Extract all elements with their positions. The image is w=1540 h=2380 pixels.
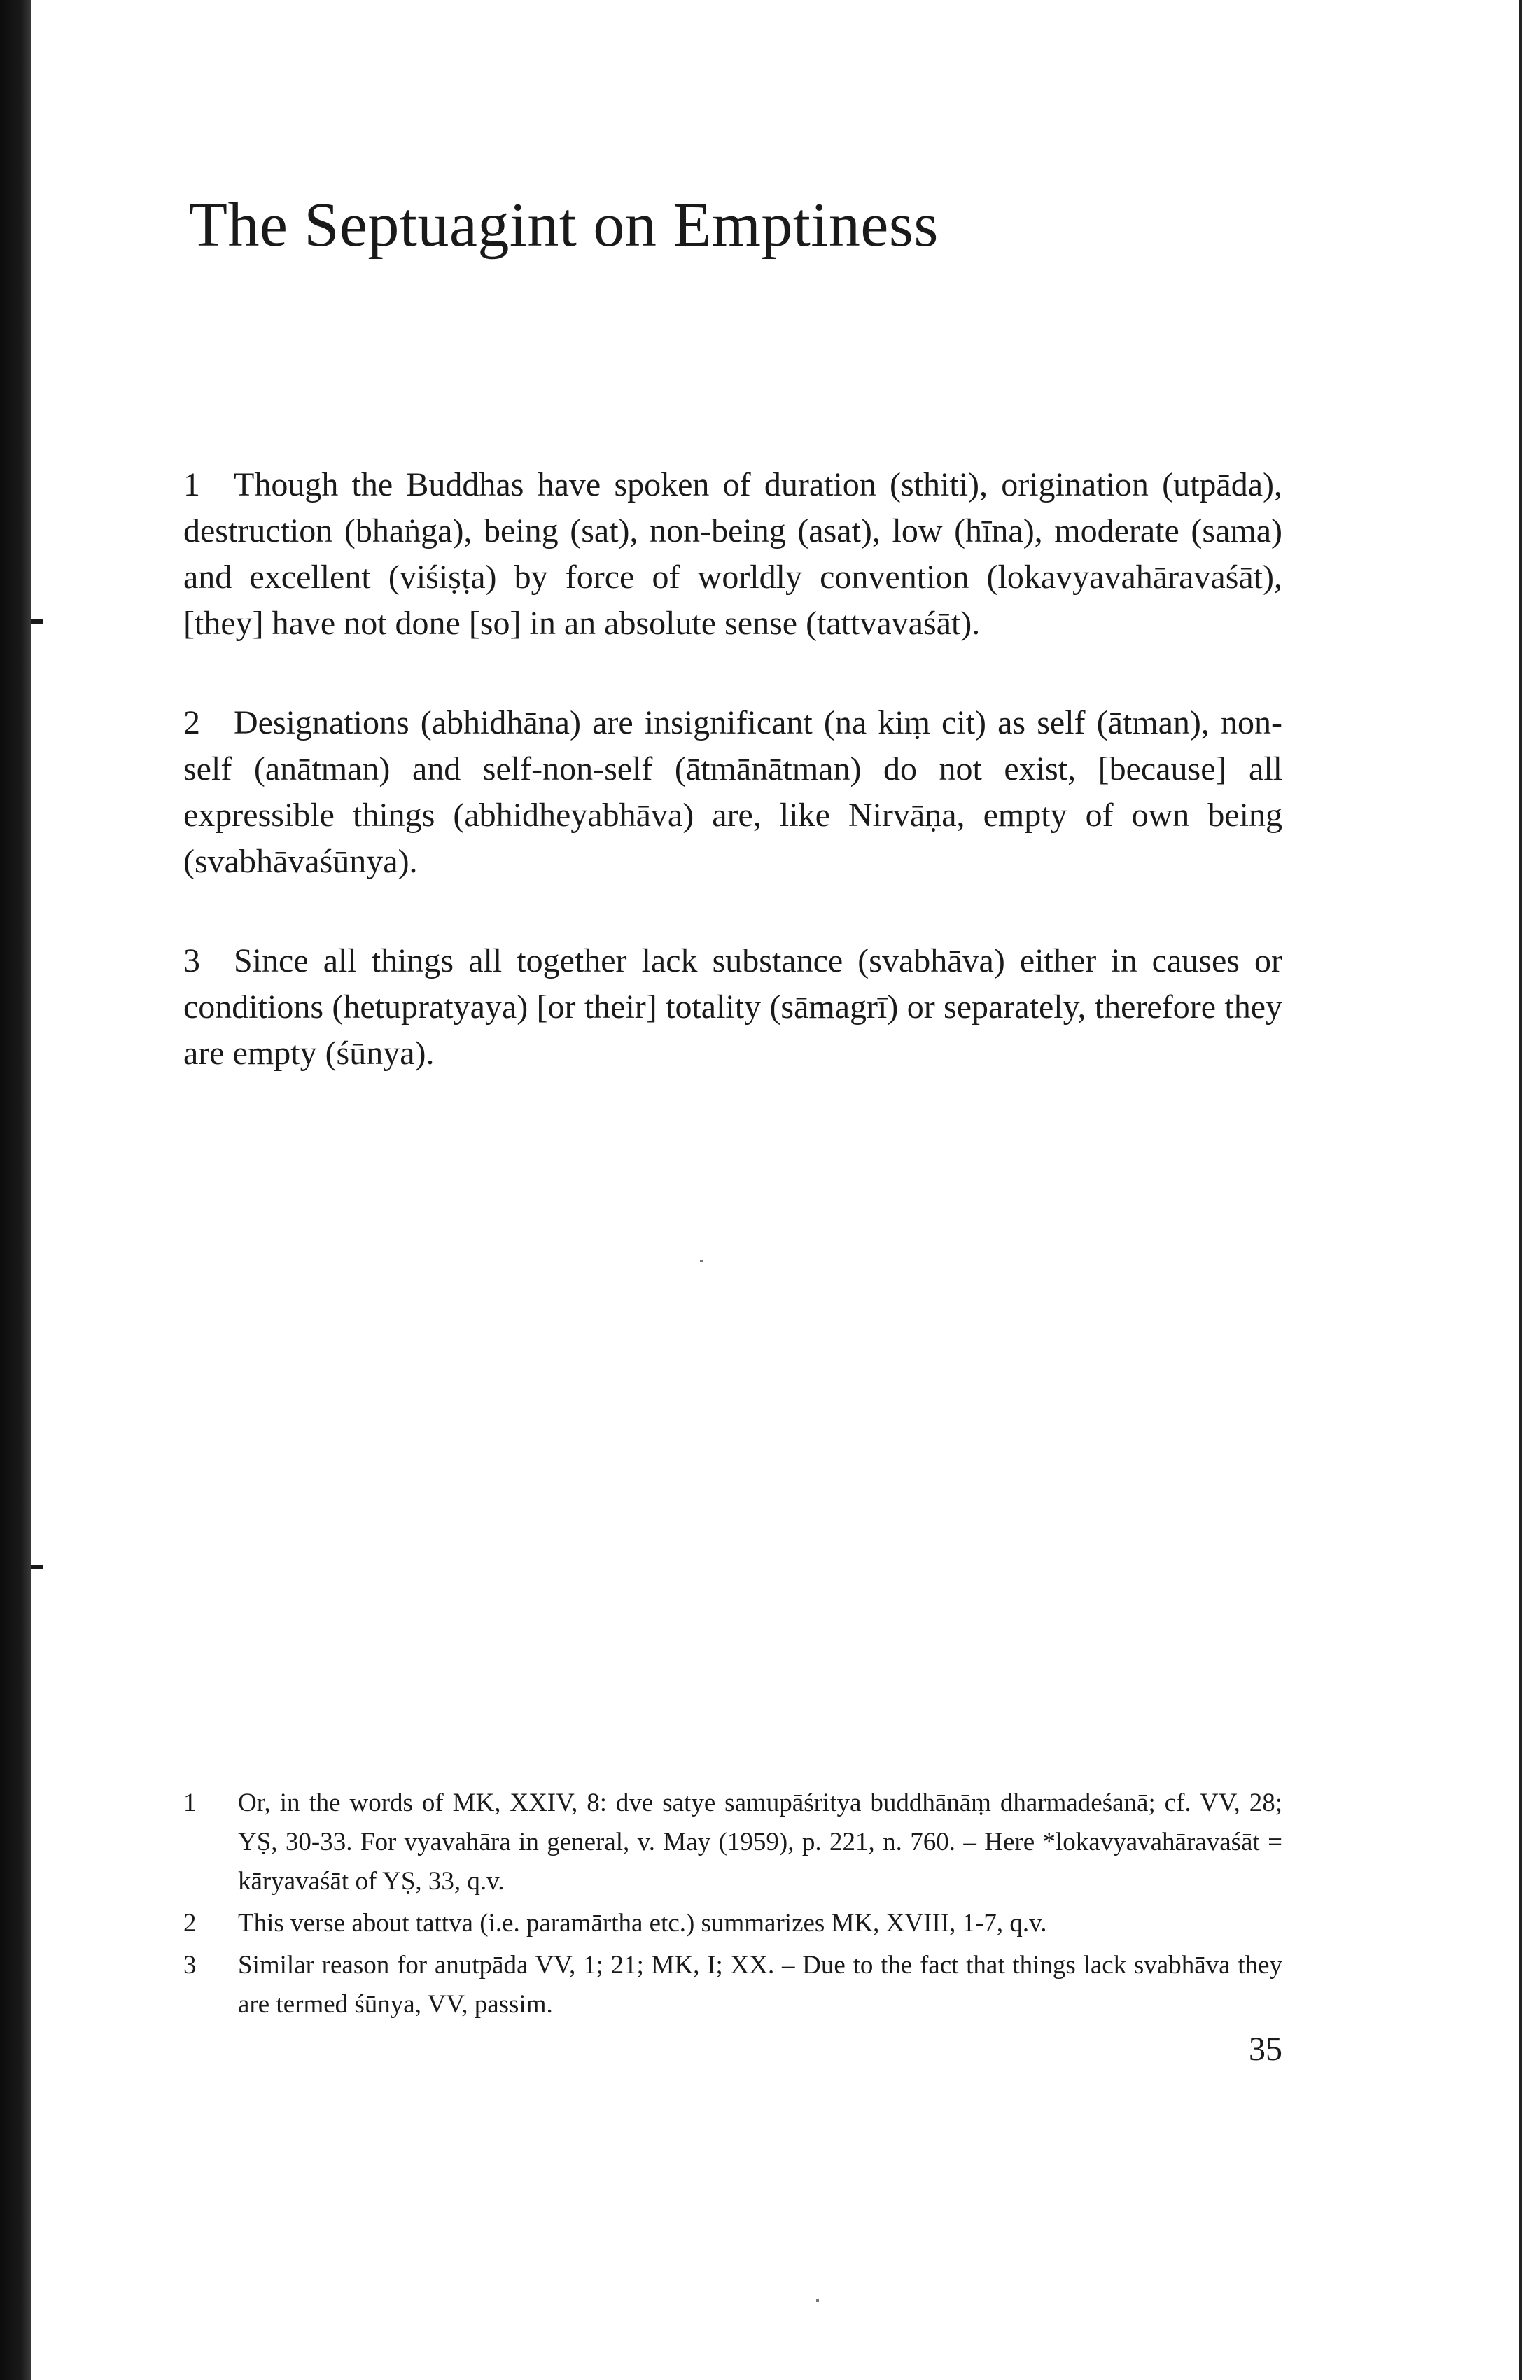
verse-number: 1 <box>183 466 200 503</box>
verse-list <box>183 462 1282 1130</box>
footnote-text: This verse about tattva (i.e. paramārtha etc.) summarizes MK, XVIII, 1-7, q.v. <box>238 1909 1047 1938</box>
speck <box>700 1260 703 1262</box>
margin-mark <box>31 620 43 624</box>
verse-text: Though the Buddhas have spoken of duration (sthiti), origination (utpāda), destruction (bhaṅga), being (sat), non-being (asat), low (hīna), moderate (sama) and excellent (viśiṣṭa) by force of worldly convention (lokavyavahāravaśāt), [they] have not done [so] in an absolute sense (tattvavaśāt). <box>183 466 1282 642</box>
verse-3 <box>183 938 1282 1077</box>
footnotes <box>183 1784 1282 2027</box>
scan-edge-left <box>0 0 31 2380</box>
verse-number: 2 <box>183 704 200 741</box>
footnote-number: 2 <box>183 1909 197 1938</box>
footnote-2 <box>183 1904 1282 1943</box>
speck <box>816 2300 819 2302</box>
footnote-1 <box>183 1784 1282 1901</box>
page-number: 35 <box>1249 2031 1282 2068</box>
footnote-text: Or, in the words of MK, XXIV, 8: dve satye samupāśritya buddhānāṃ dharmadeśanā; cf. VV, 28; YṢ, 30-33. For vyavahāra in general, v. May (1959), p. 221, n. 760. – Here *lokavyavahāravaśāt = kāryavaśāt of YṢ, 33, q.v. <box>238 1788 1282 1896</box>
verse-text: Designations (abhidhāna) are insignificant (na kiṃ cit) as self (ātman), non-self (anātman) and self-non-self (ātmānātman) do not exist, [because] all expressible things (abhidheyabhāva) are, like Nirvāṇa, empty of own being (svabhāvaśūnya). <box>183 704 1282 880</box>
verse-text: Since all things all together lack substance (svabhāva) either in causes or conditions (hetupratyaya) [or their] totality (sāmagrī) or separately, therefore they are empty (śūnya). <box>183 942 1282 1072</box>
verse-1 <box>183 462 1282 647</box>
verse-2 <box>183 700 1282 885</box>
footnote-number: 3 <box>183 1951 197 1980</box>
scan-edge-right <box>1519 0 1522 2380</box>
footnote-text: Similar reason for anutpāda VV, 1; 21; MK, I; XX. – Due to the fact that things lack svabhāva they are termed śūnya, VV, passim. <box>238 1951 1282 2019</box>
footnote-3 <box>183 1946 1282 2024</box>
page-title: The Septuagint on Emptiness <box>189 190 939 260</box>
margin-mark <box>31 1564 43 1569</box>
verse-number: 3 <box>183 942 200 979</box>
footnote-number: 1 <box>183 1788 197 1817</box>
